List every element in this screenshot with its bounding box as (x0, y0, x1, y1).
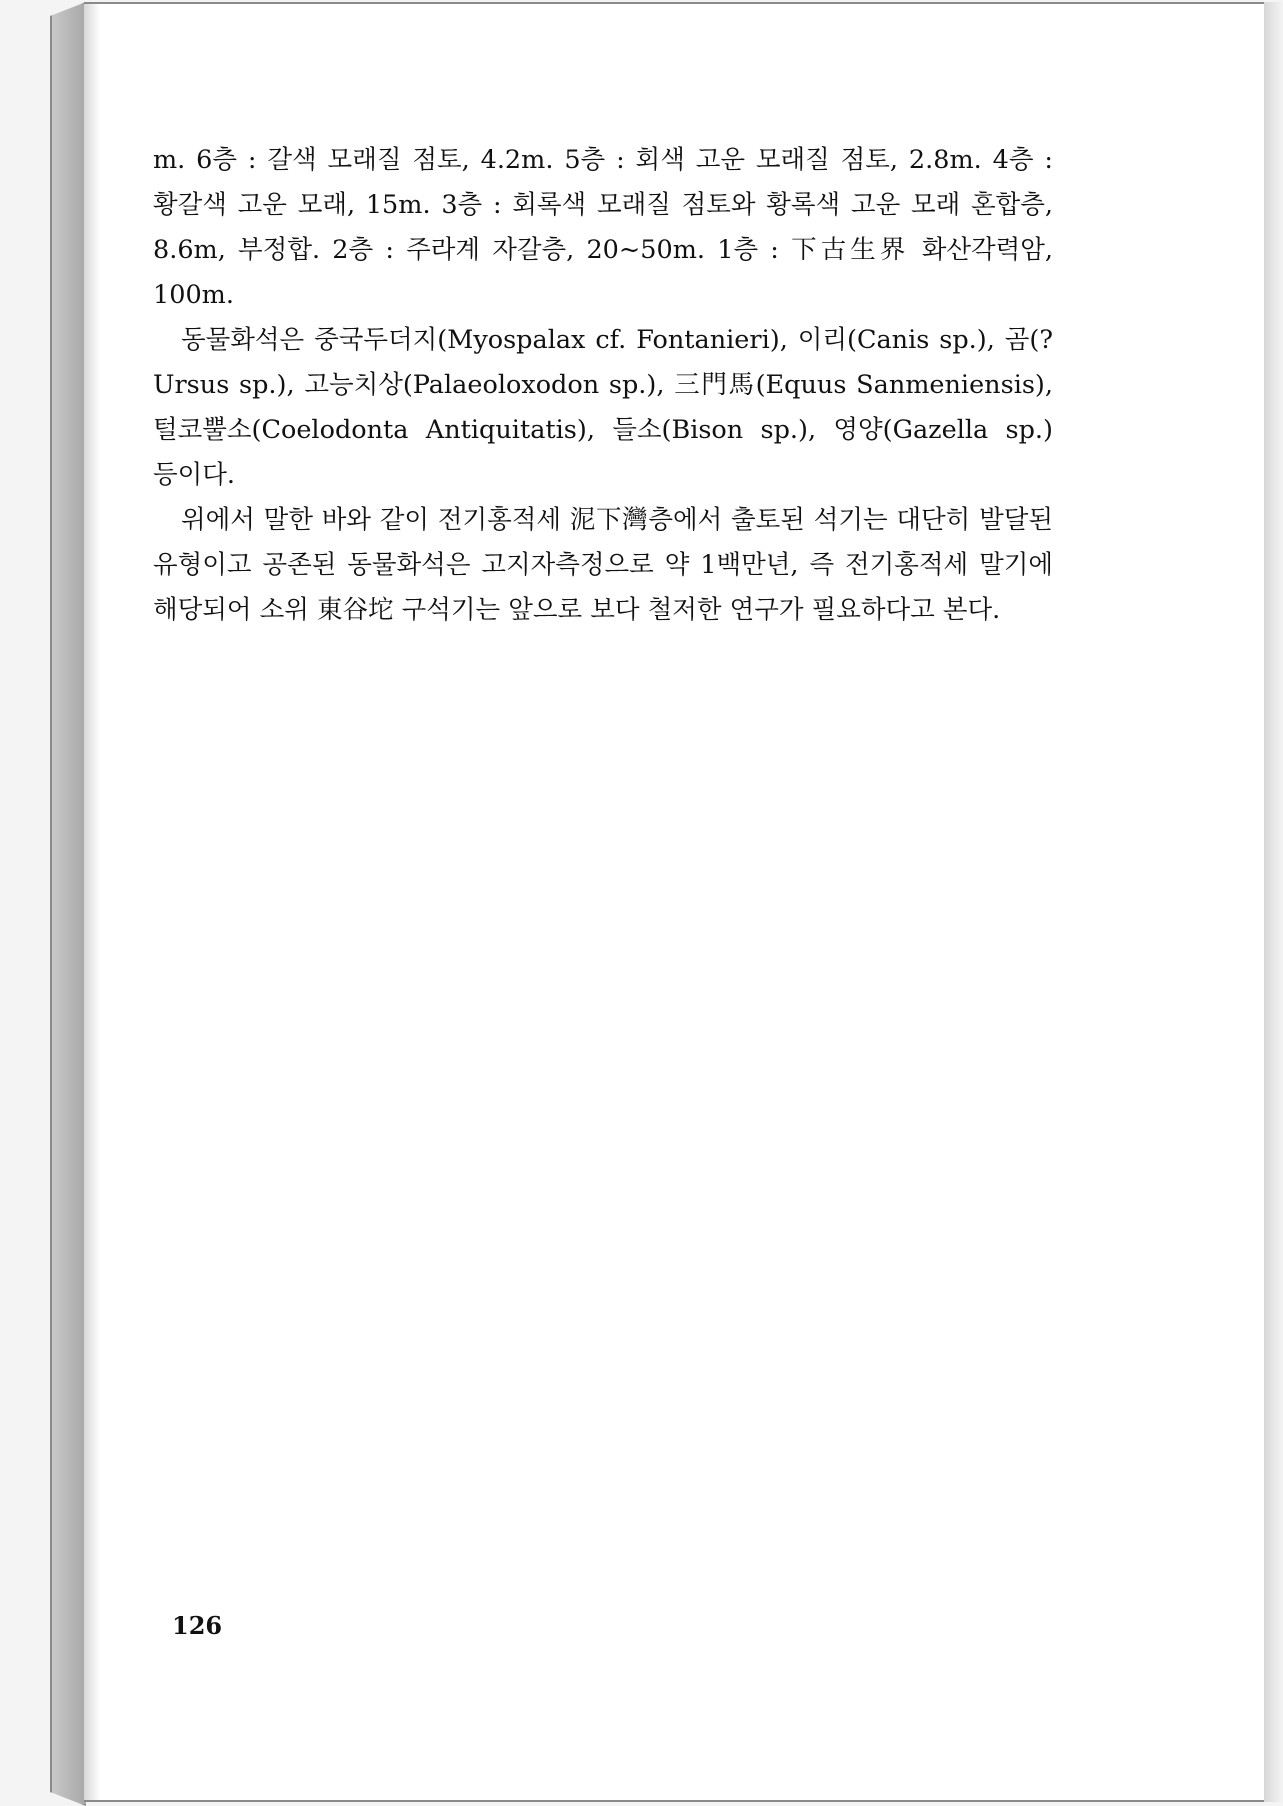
page-gutter-shadow (84, 4, 100, 1800)
paragraph-fauna: 동물화석은 중국두더지(Myospalax cf. Fontanieri), 이리(Canis sp.), 곰(?Ursus sp.), 고능치상(Palaeoloxodon sp.), 三門馬(Equus Sanmeniensis), 털코뿔소(Coelodonta Antiquitatis), 들소(Bison sp.), 영양(Gazella sp.) 등이다. (153, 325, 1053, 490)
page-right-shadow (1264, 2, 1283, 1802)
paragraph-strata: m. 6층 : 갈색 모래질 점토, 4.2m. 5층 : 회색 고운 모래질 점토, 2.8m. 4층 : 황갈색 고운 모래, 15m. 3층 : 회록색 모래질 점토와 황록색 고운 모래 혼합층, 8.6m, 부정합. 2층 : 주라계 자갈층, 20~50m. 1층 : 下古生界 화산각력암, 100m. (153, 145, 1053, 310)
page-number: 126 (172, 1611, 223, 1640)
book-spine-edge (50, 2, 86, 1806)
paragraph-conclusion: 위에서 말한 바와 같이 전기홍적세 泥下灣층에서 출토된 석기는 대단히 발달된 유형이고 공존된 동물화석은 고지자측정으로 약 1백만년, 즉 전기홍적세 말기에 해당되어 소위 東谷坨 구석기는 앞으로 보다 철저한 연구가 필요하다고 본다. (153, 505, 1053, 625)
body-text (153, 138, 1053, 633)
